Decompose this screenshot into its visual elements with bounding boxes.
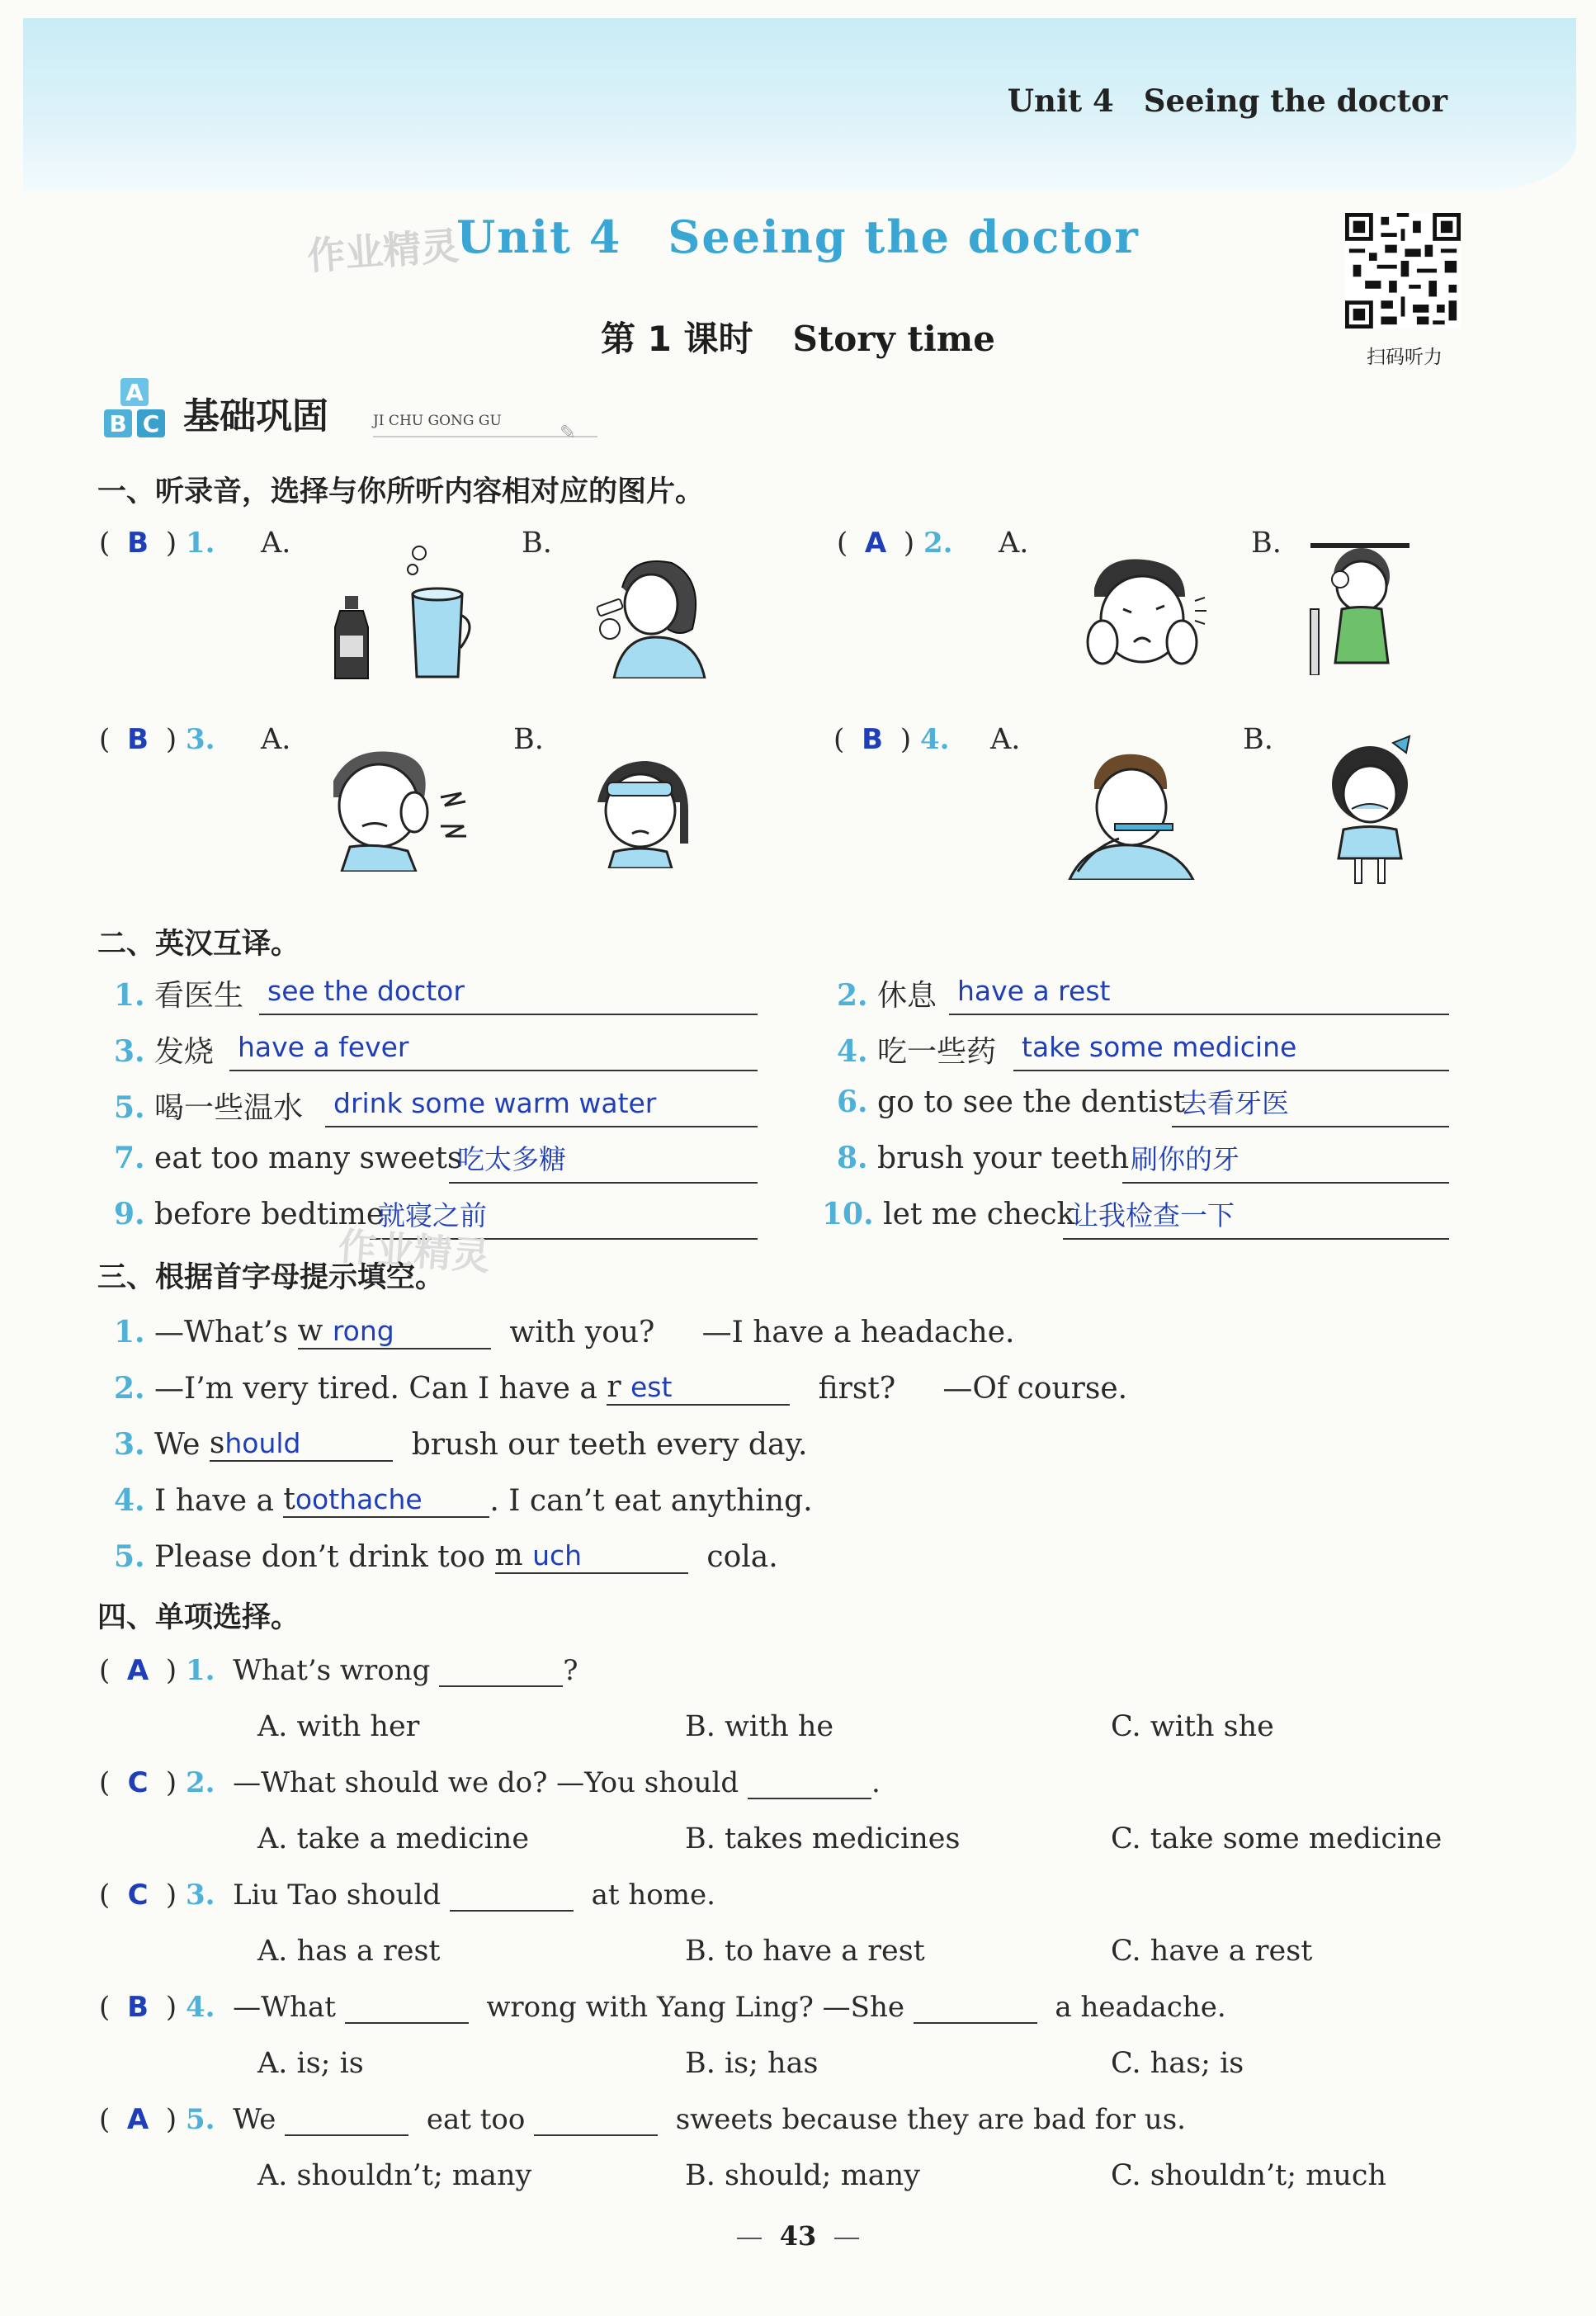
girl-fever-picture [581, 753, 705, 868]
option-a-label: A. [999, 527, 1029, 560]
choice-c[interactable]: C. with she [1111, 1710, 1274, 1743]
answer-field[interactable]: take some medicine [1013, 1028, 1449, 1071]
option-b-label: B. [1243, 723, 1273, 756]
choice-a[interactable]: A. shouldn’t; many [257, 2159, 532, 2192]
part1-item-1: ( B ) 1. [99, 527, 215, 560]
answer-mark[interactable]: A [126, 2103, 149, 2136]
answer-field[interactable]: oothache [295, 1483, 423, 1515]
medicine-and-water-picture [322, 545, 479, 685]
abc-blocks-icon [102, 376, 168, 439]
svg-text:B: B [109, 410, 127, 437]
answer-mark[interactable]: C [127, 1766, 149, 1799]
choice-c[interactable]: C. take some medicine [1111, 1822, 1443, 1855]
part2-item-8: 8. brush your teeth [837, 1141, 1130, 1175]
part1-item-2: ( A ) 2. [837, 527, 953, 560]
part3-item-2: 2. —I’m very tired. Can I have a r est first? —Of course. [114, 1370, 1128, 1406]
answer-mark[interactable]: B [127, 527, 149, 560]
boy-toothache-picture [1070, 551, 1218, 690]
part1-heading: 一、听录音，选择与你所听内容相对应的图片。 [97, 475, 705, 508]
answer-mark[interactable]: A [864, 527, 887, 560]
part3-heading: 三、根据首字母提示填空。 [97, 1261, 445, 1294]
answer-field[interactable]: rong [332, 1315, 394, 1347]
qr-caption: 扫码听力 [1367, 347, 1443, 368]
answer-field[interactable]: est [630, 1371, 673, 1403]
option-a-label: A. [261, 527, 291, 560]
watermark: 作业精灵 [305, 223, 460, 279]
answer-mark[interactable]: B [127, 723, 149, 756]
choice-a[interactable]: A. with her [257, 1710, 420, 1743]
qr-code-icon[interactable] [1345, 213, 1461, 328]
answer-mark[interactable]: B [862, 723, 884, 756]
part3-item-3: 3. We should brush our teeth every day. [114, 1426, 808, 1462]
choice-b[interactable]: B. should; many [685, 2159, 920, 2192]
lesson-name: Story time [792, 319, 995, 359]
choice-b[interactable]: B. with he [685, 1710, 834, 1743]
part2-item-10: 10. let me check [822, 1197, 1075, 1231]
answer-field[interactable]: drink some warm water [325, 1085, 758, 1127]
part2-item-2: 2. 休息 [837, 978, 937, 1013]
answer-field[interactable]: 就寝之前 [370, 1197, 758, 1240]
answer-field[interactable]: have a rest [949, 972, 1449, 1015]
part1-item-4: ( B ) 4. [833, 723, 950, 756]
girl-drinking-picture [581, 555, 721, 678]
choice-b[interactable]: B. is; has [685, 2047, 819, 2080]
part3-item-4: 4. I have a toothache . I can’t eat anything. [114, 1482, 813, 1518]
girl-tired-picture [1302, 527, 1418, 675]
answer-mark[interactable]: B [127, 1991, 149, 2024]
answer-field[interactable]: have a fever [229, 1028, 758, 1071]
section-title: 基础巩固 [183, 395, 328, 437]
part4-item-3: ( C ) 3. Liu Tao should at home. [99, 1879, 715, 1912]
choice-c[interactable]: C. shouldn’t; much [1111, 2159, 1387, 2192]
answer-field[interactable]: 去看牙医 [1172, 1085, 1449, 1127]
part2-item-4: 4. 吃一些药 [837, 1034, 997, 1069]
girl-crying-picture [1319, 735, 1426, 891]
choice-b[interactable]: B. takes medicines [685, 1822, 961, 1855]
pencil-icon: ✎ [560, 421, 577, 444]
part2-heading: 二、英汉互译。 [97, 928, 300, 961]
unit-name: Seeing the doctor [668, 210, 1140, 263]
boy-brushing-teeth-picture [1053, 748, 1210, 880]
answer-field[interactable]: 刷你的牙 [1122, 1141, 1449, 1184]
running-header [1008, 83, 1447, 119]
answer-field[interactable]: 让我检查一下 [1063, 1197, 1449, 1240]
answer-field[interactable]: 吃太多糖 [449, 1141, 758, 1184]
answer-field[interactable]: see the doctor [259, 972, 758, 1015]
lesson-label: 第 1 课时 [601, 319, 753, 359]
part2-item-7: 7. eat too many sweets [114, 1141, 463, 1175]
choice-a[interactable]: A. is; is [257, 2047, 364, 2080]
answer-mark[interactable]: A [126, 1654, 149, 1687]
choice-c[interactable]: C. has; is [1111, 2047, 1244, 2080]
boy-toothache-a-picture [317, 748, 482, 872]
choice-a[interactable]: A. has a rest [257, 1935, 441, 1968]
option-b-label: B. [1251, 527, 1282, 560]
part3-item-1: 1. —What’s w rong with you? —I have a headache. [114, 1314, 1015, 1349]
part4-item-1: ( A ) 1. What’s wrong ? [99, 1654, 578, 1687]
part2-item-1: 1. 看医生 [114, 978, 244, 1013]
option-b-label: B. [522, 527, 552, 560]
answer-mark[interactable]: C [127, 1879, 149, 1912]
part4-heading: 四、单项选择。 [97, 1601, 300, 1634]
answer-field[interactable]: uch [532, 1539, 583, 1572]
page-number: 43 [0, 2220, 1596, 2252]
watermark: 作业精灵 [337, 1223, 492, 1279]
part4-item-5: ( A ) 5. We eat too sweets because they are bad for us. [99, 2103, 1186, 2136]
part1-item-3: ( B ) 3. [99, 723, 215, 756]
option-a-label: A. [261, 723, 291, 756]
part4-item-2: ( C ) 2. —What should we do? —You should . [99, 1766, 881, 1799]
section-subtitle: JI CHU GONG GU [373, 413, 502, 429]
part2-item-6: 6. go to see the dentist [837, 1085, 1186, 1119]
svg-text:A: A [125, 379, 144, 406]
svg-text:C: C [142, 410, 160, 437]
choice-b[interactable]: B. to have a rest [685, 1935, 925, 1968]
part2-item-3: 3. 发烧 [114, 1034, 215, 1069]
option-b-label: B. [513, 723, 544, 756]
header-unit: Unit 4 [1007, 83, 1114, 119]
answer-field[interactable]: hould [224, 1427, 301, 1459]
option-a-label: A. [990, 723, 1021, 756]
part4-item-4: ( B ) 4. —What wrong with Yang Ling? —She a headache. [99, 1991, 1226, 2024]
choice-a[interactable]: A. take a medicine [257, 1822, 530, 1855]
choice-c[interactable]: C. have a rest [1111, 1935, 1313, 1968]
part2-item-5: 5. 喝一些温水 [114, 1090, 304, 1125]
unit-number: Unit 4 [456, 210, 622, 263]
header-title: Seeing the doctor [1143, 83, 1447, 119]
part2-item-9: 9. before bedtime [114, 1197, 385, 1231]
part3-item-5: 5. Please don’t drink too m uch cola. [114, 1538, 778, 1574]
